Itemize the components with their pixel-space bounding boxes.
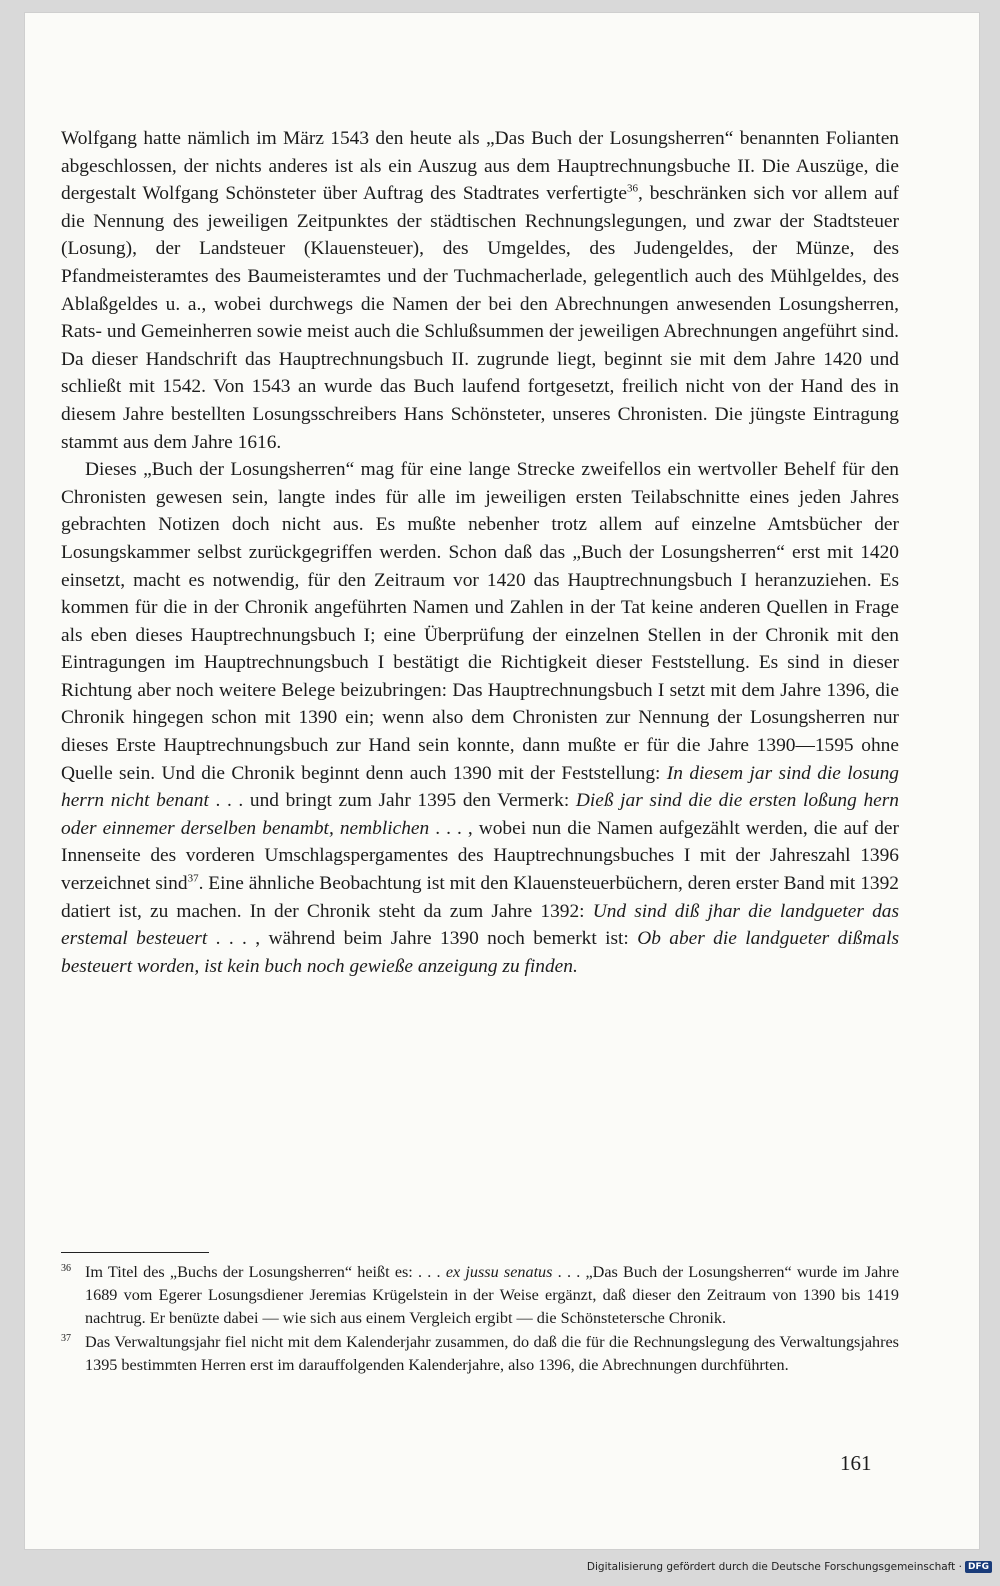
body-text xyxy=(61,125,899,980)
footnote-36: 36 Im Titel des „Buchs der Losungsherren“ heißt es: . . . ex jussu senatus . . . „Das Buch der Losungsherren“ wurde im Jahre 1689 vom Egerer Losungsdiener Jeremias Krügelstein in der Weise ergänzt, daß dieser den Zeitraum von 1390 bis 1419 nachtrug. Er benüzte dabei — wie sich aus einem Vergleich ergibt — die Schönstetersche Chronik. xyxy=(61,1263,900,1328)
paragraph-2: Dieses „Buch der Losungsherren“ mag für eine lange Strecke zweifellos ein wertvoller Behelf für den Chronisten gewesen sein, langte indes für alle im jeweiligen ersten Teilabschnitte eines jeden Jahres gebrachten Notizen doch nicht aus. Es mußte nebenher trotz allem auf einzelne Amtsbücher der Losungskammer selbst zurückgegriffen werden. Schon daß das „Buch der Losungsherren“ erst mit 1420 einsetzt, macht es notwendig, für den Zeitraum vor 1420 das Hauptrechnungsbuch I heranzuziehen. Es kommen für die in der Chronik angeführten Namen und Zahlen in der Tat keine anderen Quellen in Frage als eben dieses Hauptrechnungsbuch I; eine Überprüfung der einzelnen Stellen in der Chronik mit den Eintragungen im Hauptrechnungsbuch I bestätigt die Richtigkeit dieser Feststellung. Es sind in dieser Richtung aber noch weitere Belege beizubringen: Das Hauptrechnungsbuch I setzt mit dem Jahre 1396, die Chronik hingegen schon mit 1390 ein; wenn also dem Chronisten zur Nennung der Losungsherren nur dieses Erste Hauptrechnungsbuch zur Hand sein konnte, dann mußte er für die Jahre 1390—1595 ohne Quelle sein. Und die Chronik beginnt denn auch 1390 mit der Feststellung: In diesem jar sind die losung herrn nicht benant . . . und bringt zum Jahr 1395 den Vermerk: Dieß jar sind die die ersten loßung hern oder einnemer derselben benambt, nemblichen . . . , wobei nun die Namen aufgezählt werden, die auf der Innenseite des vorderen Umschlagspergamentes des Hauptrechnungsbuches I mit der Jahreszahl 1396 verzeichnet sind$^{37}$. Eine ähnliche Beobachtung ist mit den Klauensteuerbüchern, deren erster Band mit 1392 datiert ist, zu machen. In der Chronik steht da zum Jahre 1392: Und sind diß jhar die landgueter das erstemal besteuert . . . , während beim Jahre 1390 noch bemerkt ist: Ob aber die landgueter dißmals besteuert worden, ist kein buch noch gewieße anzeigung zu finden. xyxy=(61,459,900,977)
footnote-ref-36[interactable]: 36 xyxy=(626,182,638,195)
footnote-separator xyxy=(61,1252,209,1253)
chronicle-quote-4: Ob aber die landgueter dißmals besteuert worden, ist kein buch noch gewieße anzeigung zu finden. xyxy=(61,928,900,977)
footnote-ref-37[interactable]: 37 xyxy=(187,872,199,885)
footnote-37: 37 Das Verwaltungsjahr fiel nicht mit dem Kalenderjahr zusammen, do daß die für die Rechnungslegung des Verwaltungsjahres 1395 bestimmten Herren erst im darauffolgenden Kalenderjahre, also 1396, die Abrechnungen durchführten. xyxy=(61,1332,899,1374)
chronicle-quote-3: Und sind diß jhar die landgueter das erstemal besteuert xyxy=(61,900,900,950)
chronicle-quote-1: In diesem jar sind die losung herrn nicht benant xyxy=(61,762,899,812)
footnote-number: 36 xyxy=(61,1263,71,1274)
paragraph-1: Wolfgang hatte nämlich im März 1543 den heute als „Das Buch der Losungsherren“ benannten Folianten abgeschlossen, der nichts anderes ist als ein Auszug aus dem Hauptrechnungsbuche II. Die Auszüge, die dergestalt Wolfgang Schönsteter über Auftrag des Stadtrates verfertigte$^{36}$, beschränken sich vor allem auf die Nennung des jeweiligen Zeitpunktes der städtischen Rechnungslegungen, und zwar der Stadtsteuer (Losung), der Landsteuer (Klauensteuer), des Umgeldes, des Judengeldes, der Münze, des Pfandmeisteramtes des Baumeisteramtes und der Tuchmacherlade, gelegentlich auch des Mühlgeldes, des Ablaßgeldes u. a., wobei durchwegs die Namen der bei den Abrechnungen anwesenden Losungsherren, Rats- und Gemeinherren sowie meist auch die Schlußsummen der jeweiligen Abrechnungen angeführt sind. Da dieser Handschrift das Hauptrechnungsbuch II. zugrunde liegt, beginnt sie mit dem Jahre 1420 und schließt mit 1542. Von 1543 an wurde das Buch laufend fortgesetzt, freilich nicht von der Hand des in diesem Jahre bestellten Losungsschreibers Hans Schönsteter, unseres Chronisten. Die jüngste Eintragung stammt aus dem Jahre 1616. xyxy=(61,128,899,453)
document-page xyxy=(24,12,980,1550)
digitization-credit xyxy=(587,1561,992,1573)
dfg-logo-icon: DFG xyxy=(965,1561,992,1573)
page-number: 161 xyxy=(840,1451,872,1475)
digitization-credit-text: Digitalisierung gefördert durch die Deutsche Forschungsgemeinschaft · xyxy=(586,1561,962,1573)
chronicle-quote-2: Dieß jar sind die die ersten loßung hern oder einnemer derselben benambt, nemblichen xyxy=(61,790,899,839)
footnote-number: 37 xyxy=(61,1332,71,1344)
footnotes xyxy=(61,1261,899,1377)
